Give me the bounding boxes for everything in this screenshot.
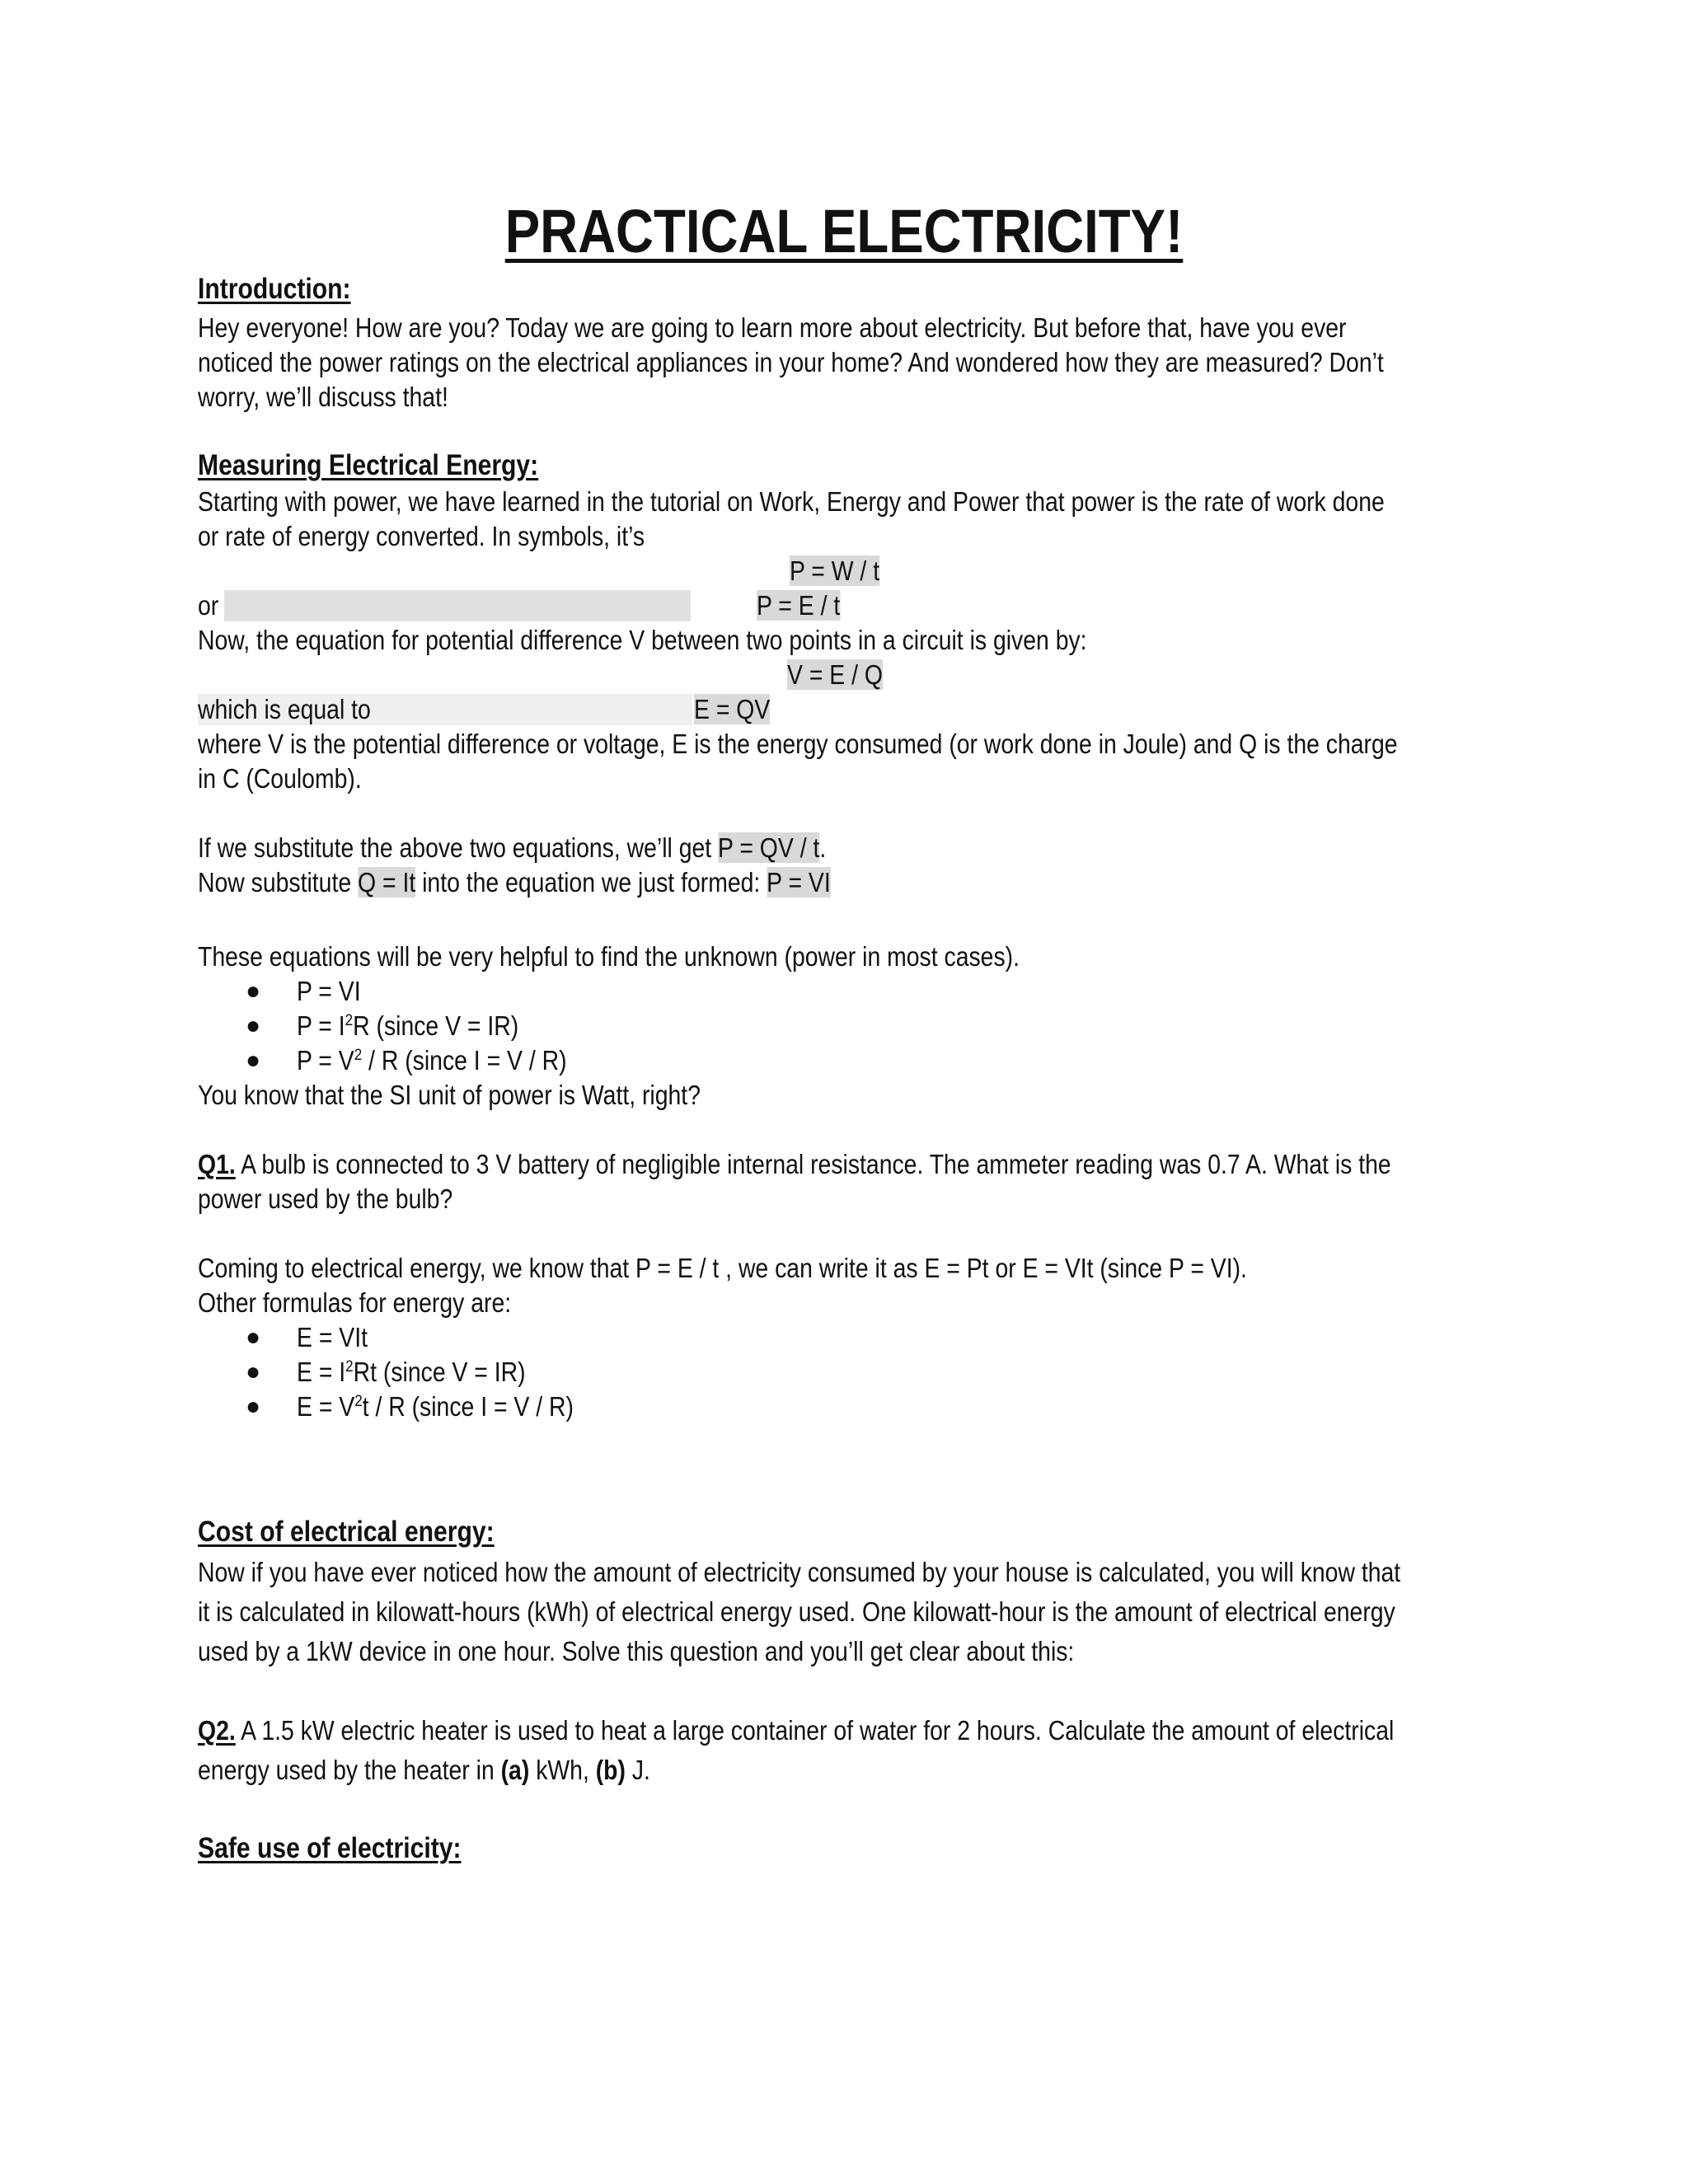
measuring-line: or rate of energy converted. In symbols, it’s: [198, 521, 645, 551]
text-run: P = I: [297, 1010, 345, 1041]
bullet-icon: ●: [246, 1324, 261, 1351]
intro-heading: Introduction:: [198, 273, 351, 305]
where-line: in C (Coulomb).: [198, 763, 362, 794]
cost-line: it is calculated in kilowatt-hours (kWh) of electrical energy used. One kilowatt-hour is the amount of electrical energy: [198, 1596, 1395, 1627]
question-2-line: [198, 1750, 650, 1790]
text-run: energy used by the heater in: [198, 1755, 501, 1785]
equation-highlight: E = QV: [694, 694, 771, 724]
text-run: Now substitute: [198, 867, 359, 898]
equation-highlight: V = E / Q: [787, 659, 883, 690]
or-label: or: [198, 590, 219, 621]
measuring-heading: Measuring Electrical Energy:: [198, 449, 539, 481]
power-formula-item: P = VI: [297, 976, 361, 1006]
question-label: Q2.: [198, 1715, 236, 1746]
superscript: 2: [345, 1011, 354, 1029]
cost-line: Now if you have ever noticed how the amount of electricity consumed by your house is calculated, you will know that: [198, 1557, 1401, 1587]
superscript: 2: [354, 1392, 363, 1410]
equation-highlight: P = W / t: [790, 555, 880, 586]
bullet-icon: ●: [246, 1393, 261, 1420]
text-run: E = I: [297, 1357, 346, 1387]
power-formula-item: [297, 1009, 518, 1043]
text-run: A bulb is connected to 3 V battery of negligible internal resistance. The ammeter reading was 0.7 A. What is the: [235, 1149, 1391, 1179]
highlight-bar: [224, 590, 691, 621]
equation-highlight: P = E / t: [757, 590, 841, 621]
bullet-icon: ●: [246, 977, 261, 1005]
text-run: kWh,: [529, 1755, 596, 1785]
cost-heading: Cost of electrical energy:: [198, 1516, 495, 1548]
text-run: Rt (since V = IR): [353, 1357, 526, 1387]
question-label: Q1.: [198, 1149, 236, 1179]
safe-heading: Safe use of electricity:: [198, 1832, 462, 1864]
text-run: / R (since I = V / R): [362, 1045, 567, 1076]
bullet-icon: ●: [246, 1012, 261, 1039]
bullet-icon: ●: [246, 1358, 261, 1385]
energy-formula-item: [297, 1390, 574, 1424]
other-formulas-line: Other formulas for energy are:: [198, 1287, 512, 1318]
power-formula-item: [297, 1043, 567, 1078]
question-1-line: power used by the bulb?: [198, 1183, 453, 1214]
text-run: If we substitute the above two equations, we’ll get: [198, 832, 719, 863]
cost-line: used by a 1kW device in one hour. Solve this question and you’ll get clear about this:: [198, 1636, 1075, 1666]
text-run: into the equation we just formed:: [415, 867, 767, 898]
part-label: (a): [500, 1755, 530, 1785]
intro-line: worry, we’ll discuss that!: [198, 382, 448, 412]
question-2: [198, 1711, 1394, 1750]
equation-power-energy: [757, 588, 840, 623]
bullet-icon: ●: [246, 1047, 261, 1074]
equation-energy-charge: [694, 692, 770, 727]
equation-voltage: [787, 658, 883, 692]
measuring-line: Starting with power, we have learned in the tutorial on Work, Energy and Power that power is the rate of work done: [198, 486, 1385, 517]
equation-highlight: P = VI: [767, 867, 831, 898]
part-label: (b): [595, 1755, 626, 1785]
intro-line: Hey everyone! How are you? Today we are going to learn more about electricity. But before that, have you ever: [198, 312, 1347, 343]
helpful-line: These equations will be very helpful to find the unknown (power in most cases).: [198, 941, 1020, 972]
page-title: PRACTICAL ELECTRICITY!: [504, 197, 1184, 265]
equation-highlight: Q = It: [358, 867, 416, 898]
energy-formula-item: [297, 1355, 526, 1390]
text-run: A 1.5 kW electric heater is used to heat a large container of water for 2 hours. Calculate the amount of electrical: [235, 1715, 1395, 1746]
where-line: where V is the potential difference or voltage, E is the energy consumed (or work done in Joule) and Q is the charge: [198, 729, 1398, 759]
equation-highlight: P = QV / t: [718, 832, 820, 863]
superscript: 2: [345, 1357, 354, 1376]
text-run: t / R (since I = V / R): [362, 1391, 574, 1422]
text-run: E = V: [297, 1391, 355, 1422]
equation-power-work: [790, 554, 879, 588]
text-run: R (since V = IR): [353, 1010, 519, 1041]
text-run: J.: [625, 1755, 650, 1785]
energy-line: Coming to electrical energy, we know that P = E / t , we can write it as E = Pt or E = VIt (since P = VI).: [198, 1253, 1247, 1283]
energy-formula-item: E = VIt: [297, 1322, 368, 1352]
question-1: [198, 1147, 1391, 1182]
equal-label: which is equal to: [198, 694, 371, 724]
pd-line: Now, the equation for potential difference V between two points in a circuit is given by:: [198, 625, 1087, 655]
text-run: P = V: [297, 1045, 354, 1076]
si-unit-line: You know that the SI unit of power is Watt, right?: [198, 1080, 701, 1110]
intro-line: noticed the power ratings on the electrical appliances in your home? And wondered how they are measured? Don’t: [198, 347, 1384, 377]
text-run: .: [819, 832, 827, 863]
substitute-line-1: [198, 831, 826, 865]
substitute-line-2: [198, 865, 831, 900]
superscript: 2: [354, 1046, 363, 1064]
